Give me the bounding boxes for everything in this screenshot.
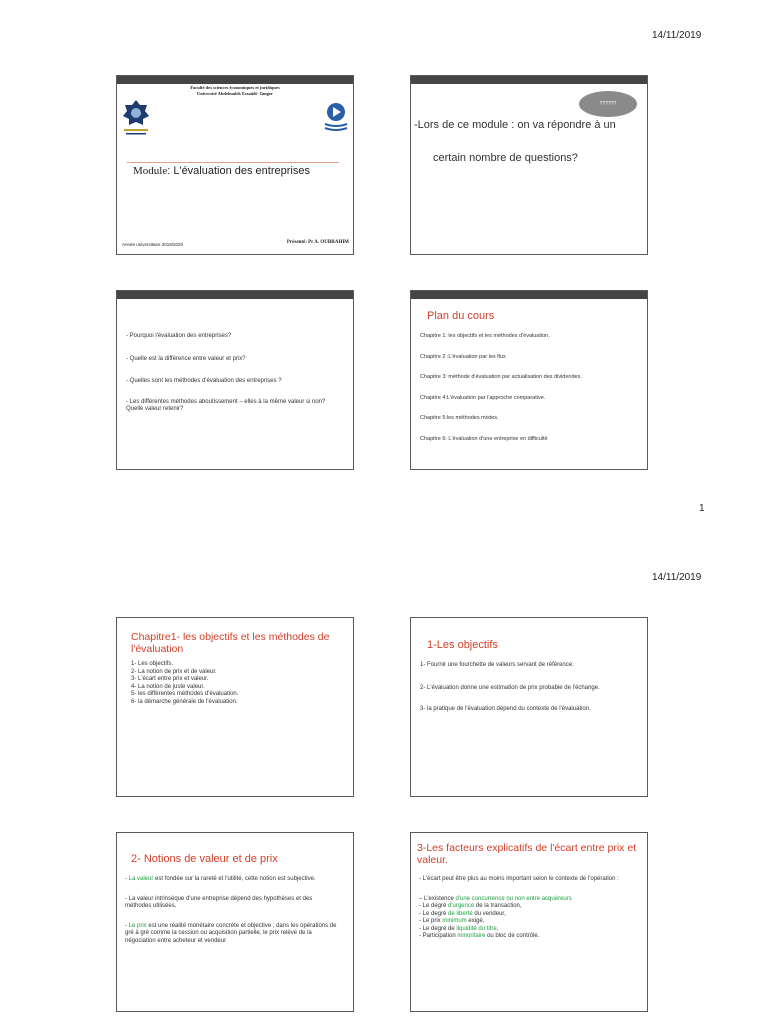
slide-title: Plan du cours — [427, 310, 495, 322]
slide-gap-factors — [410, 832, 648, 1012]
factor-item: - Le degré d'urgence de la transaction, — [419, 903, 522, 909]
module-title — [133, 165, 310, 177]
slide-header-bar — [117, 291, 353, 299]
paragraph-intrinsic: - La valeur intrinsèque d'une entreprise dépend des hypothèses et des méthodes utilisées. — [125, 895, 313, 909]
question-item: - Pourquoi l'évaluation des entreprises? — [126, 333, 232, 339]
outline-item: 1- Les objectifs. — [131, 661, 174, 667]
slide-chapter1 — [116, 617, 354, 797]
institution-line-1: Faculté des sciences économiques et juridiques — [190, 85, 280, 90]
academic-year: Année universitaire 2019/2020 — [122, 242, 184, 247]
gap-intro: - L'écart peut être plus au moins important selon le contexte de l'opération : — [419, 876, 619, 882]
faculty-logo-icon — [322, 98, 350, 136]
question-item: - Quelle est la différence entre valeur et prix? — [126, 355, 246, 362]
term-value: La valeur — [128, 876, 154, 882]
chapter-item: Chapitre 4:L'évaluation par l'approche comparative. — [420, 394, 546, 401]
outline-item: 5- les différentes méthodes d'évaluation. — [131, 691, 239, 697]
chapter-item: Chapitre 3: méthode d'évaluation par actualisation des dividendes. — [420, 374, 582, 380]
slide-title: 1-Les objectifs — [427, 639, 498, 651]
question-item: - Quelles sont les méthodes d'évaluation des entreprises ? — [126, 378, 282, 384]
term-price: Le prix — [128, 922, 147, 929]
objective-item: 3- la pratique de l'évaluation dépend du contexte de l'évaluation. — [420, 706, 591, 712]
objective-item: 2- L'évaluation donne une estimation de prix probable de l'échange. — [420, 684, 600, 691]
slide-header-bar — [411, 291, 647, 299]
slide-title: 2- Notions de valeur et de prix — [131, 853, 278, 865]
institution-line-2: Université Abdelmalek Essaâdi- Tanger — [197, 91, 273, 96]
page-date: 14/11/2019 — [652, 30, 702, 41]
paragraph-value: - La valeur est fondée sur la rareté et l'utilité, cette notion est subjective. — [125, 876, 316, 882]
outline-item: 2- La notion de prix et de valeur. — [131, 668, 217, 675]
university-logo-icon — [121, 98, 151, 138]
factor-item: - Le prix minimum exigé, — [419, 918, 485, 924]
chapter-item: Chapitre 2 :L'évaluation par les flux — [420, 353, 506, 360]
page-date: 14/11/2019 — [652, 572, 702, 583]
title-underline — [127, 162, 339, 163]
intro-line-1: -Lors de ce module : on va répondre à un — [414, 119, 616, 131]
module-label: Module — [133, 165, 168, 177]
question-item: - Les différentes méthodes aboutissement – elles à la même valeur si non? Quelle valeur retenir? — [126, 398, 326, 412]
chapter-item: Chapitre 1: les objectifs et les méthodes d'évaluation. — [420, 333, 550, 339]
paragraph-price: - Le prix est une réalité monétaire concrète et objective ; dans les opérations de gré à gré comme la cession ou acquisition partielle, le prix relève de la négociation entre acheteur et vendeur — [125, 922, 337, 944]
chapter-item: Chapitre 5:les méthodes mixtes. — [420, 415, 499, 421]
factor-item: - Le degré de liquidité du titre, — [419, 925, 499, 932]
objective-item: 1- Fournir une fourchette de valeurs servant de référence. — [420, 662, 574, 668]
slide-header-bar — [117, 76, 353, 84]
presenter: Présenté: Pr A. OUBRAHIM — [286, 240, 349, 245]
outline-item: 3- L'écart entre prix et valeur. — [131, 676, 209, 682]
question-bubble: ?????? — [579, 91, 637, 117]
factor-item: - Le degré de liberté du vendeur, — [419, 910, 506, 917]
outline-item: 6- la démarche générale de l'évaluation. — [131, 698, 238, 705]
chapter-item: Chapitre 6: L'évaluation d'une entreprise en difficulté — [420, 435, 548, 442]
slide-intro — [410, 75, 648, 255]
slide-header-bar — [411, 76, 647, 84]
slide-title: Chapitre1- les objectifs et les méthodes de l'évaluation — [131, 631, 330, 655]
factor-item: – L'existence d'une concurrence ou non entre acquéreurs — [419, 895, 572, 902]
factor-item: - Participation minoritaire ou bloc de contrôle. — [419, 933, 540, 939]
slide-questions — [116, 290, 354, 470]
outline-item: 4- La notion de juste valeur. — [131, 683, 205, 690]
page-number: 1 — [699, 503, 705, 514]
paragraph-text: est une réalité monétaire concrète et objective ; dans les opérations de gré à gré comme la cession ou acquisition partielle, le prix relève de la négociation entre acheteur et vendeur — [125, 922, 337, 944]
module-title-text: : L'évaluation des entreprises — [167, 165, 310, 177]
slide-cover — [116, 75, 354, 255]
paragraph-text: est fondée sur la rareté et l'utilité, cette notion est subjective. — [153, 876, 316, 882]
slide-plan — [410, 290, 648, 470]
slide-title: 3-Les facteurs explicatifs de l'écart entre prix et valeur. — [417, 842, 637, 866]
slide-objectives — [410, 617, 648, 797]
slide-value-price — [116, 832, 354, 1012]
intro-line-2: certain nombre de questions? — [433, 152, 578, 164]
